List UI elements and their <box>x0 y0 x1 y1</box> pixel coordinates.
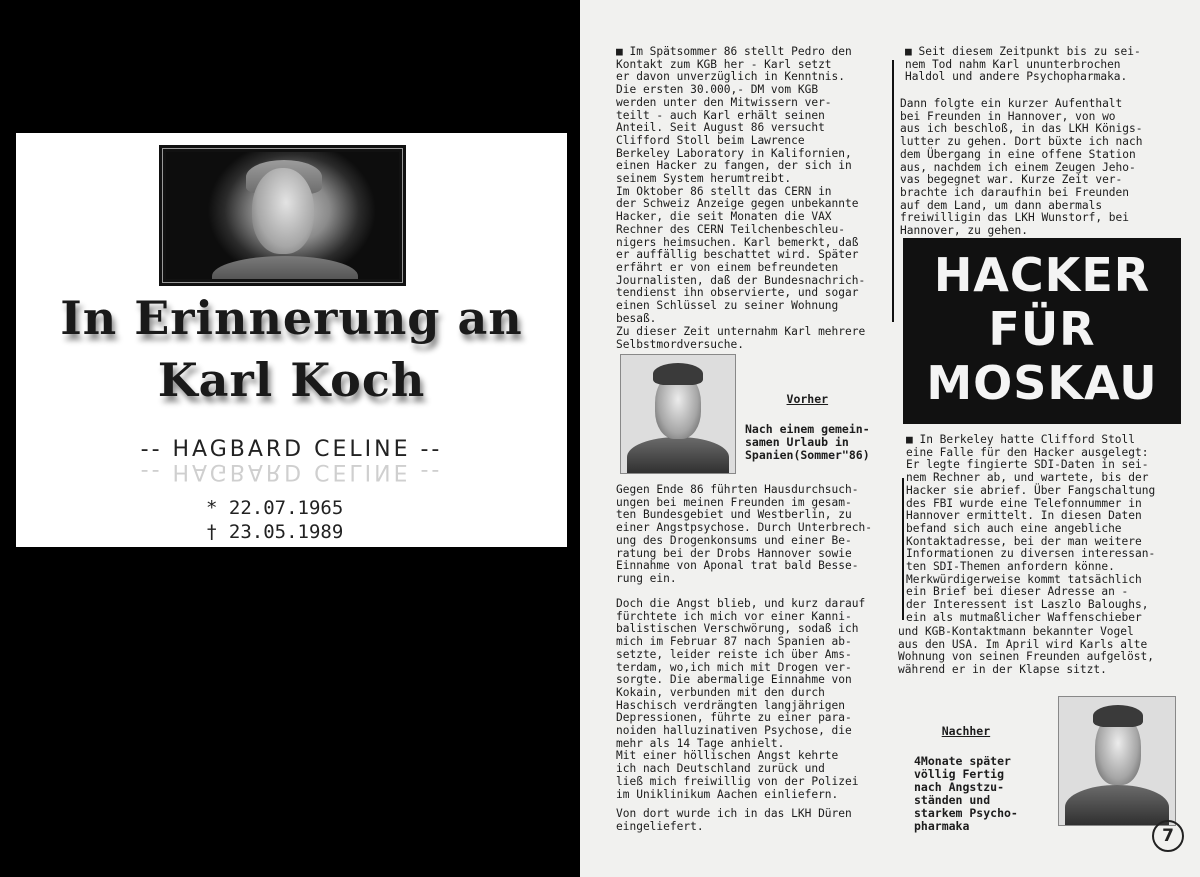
vorher-text: Nach einem gemein- samen Urlaub in Spanien(Sommer"86) <box>745 422 870 462</box>
vorher-heading: Vorher <box>786 392 829 406</box>
article-col2-mid: Dann folgte ein kurzer Aufenthalt bei Freunden in Hannover, von wo aus ich beschloß, in das LKH Königs- lutter zu gehen. Dort büxte ich nach dem Übergang in eine offene Station aus, nachdem ich einem Zeugen Jeho- vas begegnet war. Kurze Zeit ver- brachte ich daraufhin bei Freunden auf dem Land, um dann abermals freiwilligin das LKH Wunstorf, bei Hannover, zu gehen. <box>900 97 1143 238</box>
article-col1-top: ■ Im Spätsommer 86 stellt Pedro den Kontakt zum KGB her - Karl setzt er davon unverzüglich in Kenntnis. Die ersten 30.000,- DM vom KGB werden unter den Mitwissern ver- teilt - auch Karl erhält seinen Anteil. Seit August 86 versucht Clifford Stoll beim Lawrence Berkeley Laboratory in Kalifornien, einen Hacker zu fangen, der sich in seinem System herumtreibt. Im Oktober 86 stellt das CERN in der Schweiz Anzeige gegen unbekannte Hacker, die seit Monaten die VAX Rechner des CERN Teilchenbeschleu- nigers heimsuchen. Karl bemerkt, daß er auffällig beschattet wird. Später erfährt er von einem befreundeten Journalisten, daß der Bundesnachrich- tendienst ihn observierte, und sogar einen Schlüssel zu seiner Wohnung besaß. <box>616 45 866 325</box>
headline-word-2: FÜR <box>988 302 1096 356</box>
article-col2-top: ■ Seit diesem Zeitpunkt bis zu sei- nem Tod nahm Karl ununterbrochen Haldol und andere Psychopharmaka. <box>905 45 1141 84</box>
article-col1-suicide: Zu dieser Zeit unternahm Karl mehrere Selbstmordversuche. <box>616 325 866 351</box>
birth-date: * 22.07.1965 <box>206 497 344 519</box>
newspaper-page <box>580 0 1200 877</box>
headline-word-3: MOSKAU <box>926 356 1158 410</box>
nachher-photo <box>1058 696 1176 826</box>
vorher-caption <box>745 380 870 462</box>
nachher-caption <box>914 712 1018 833</box>
headline-word-1: HACKER <box>933 248 1151 302</box>
nachher-text: 4Monate später völlig Fertig nach Angstzu- ständen und starkem Psycho- pharmaka <box>914 754 1018 833</box>
pseudonym: -- HAGBARD CELINE -- <box>140 437 443 462</box>
column-rule <box>892 60 894 322</box>
headline-hacker-fuer-moskau <box>903 238 1181 424</box>
nachher-heading: Nachher <box>941 724 991 738</box>
page-number: 7 <box>1152 820 1184 852</box>
memorial-title-line1: In Erinnerung an <box>60 291 523 345</box>
article-col2-berkeley: ■ In Berkeley hatte Clifford Stoll eine Falle für den Hacker ausgelegt: Er legte fingierte SDI-Daten in sei- nem Rechner ab, und wartete, bis der Hacker sie abrief. Über Fangschaltung des FBI wurde eine Telefonnummer in Hannover ermittelt. In diesen Daten befand sich auch eine angebliche Kontaktadresse, bei der man weitere Informationen zu diversen interessan- ten SDI-Themen anfordern könne. Merkwürdigerweise kommt tatsächlich ein Brief bei dieser Adresse an - der Interessent ist Laszlo Baloughs, ein als mutmaßlicher Waffenschieber <box>906 433 1156 624</box>
article-col1-bottom-a: Gegen Ende 86 führten Hausdurchsuch- ungen bei meinen Freunden im gesam- ten Bundesgebiet und Westberlin, zu einer Angstpsychose. Durch Unterbrech- ung des Drogenkonsums und einer Be- ratung bei der Drobs Hannover sowie Einnahme von Aponal trat bald Besse- rung ein. <box>616 483 872 585</box>
article-col1-bottom-b: Doch die Angst blieb, und kurz darauf fürchtete ich mich vor einer Kanni- balistischen Verschwörung, sodaß ich mich im Februar 87 nach Spanien ab- setzte, leider reiste ich über Ams- terdam, wo,ich mich mit Drogen ver- sorgte. Die abermalige Einnahme von Kokain, verbunden mit den durch Haschisch verdrängten langjährigen Depressionen, führte zu einer para- noiden halluzinativen Psychose, die mehr als 14 Tage anhielt. Mit einer höllischen Angst kehrte ich nach Deutschland zurück und ließ mich freiwillig von der Polizei im Uniklinikum Aachen einliefern. <box>616 597 866 801</box>
pseudonym-reflection: -- HAGBARD CELINE -- <box>140 459 443 484</box>
portrait-photo <box>159 145 406 286</box>
memorial-card <box>16 133 567 547</box>
column-rule-2 <box>902 478 904 620</box>
article-col1-end: Von dort wurde ich in das LKH Düren eingeliefert. <box>616 807 852 833</box>
memorial-title-line2: Karl Koch <box>157 353 426 407</box>
death-date: † 23.05.1989 <box>206 521 344 543</box>
article-col2-kgb: und KGB-Kontaktmann bekannter Vogel aus den USA. Im April wird Karls alte Wohnung von seinen Freunden aufgelöst, während er in der Klapse sitzt. <box>898 625 1154 677</box>
vorher-photo <box>620 354 736 474</box>
